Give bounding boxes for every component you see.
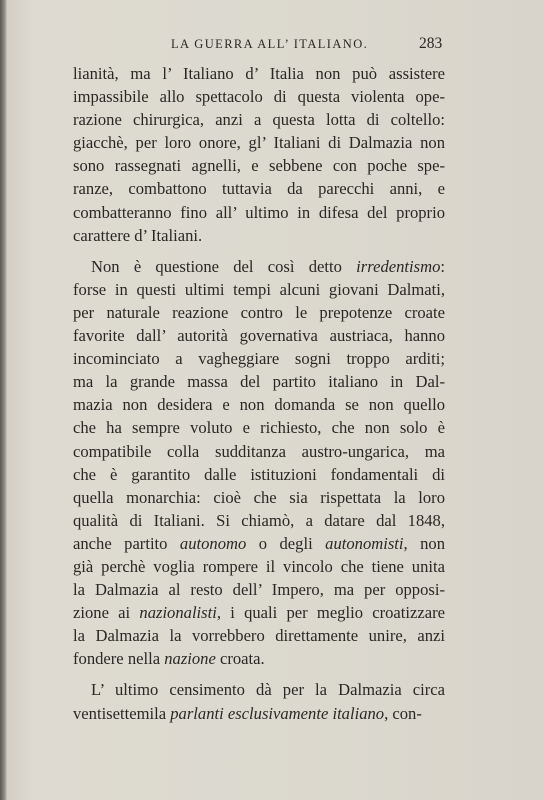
text-run: favorite dall’ autorità governativa austriaca, hanno: [73, 326, 445, 346]
text-line: [73, 278, 445, 301]
text-run: o degli: [246, 533, 326, 553]
text-run: la Dalmazia al resto dell’ Impero, ma per opposi-: [73, 580, 445, 600]
text-line: [73, 255, 445, 278]
text-line: [73, 647, 445, 670]
text-line: [73, 154, 445, 177]
text-line: [73, 702, 445, 725]
text-line: [73, 108, 445, 131]
text-run: Non è questione del così detto: [91, 256, 357, 276]
italic-term: nazione: [164, 649, 216, 669]
text-line: [73, 370, 445, 393]
running-head-title: LA GUERRA ALL’ ITALIANO.: [171, 37, 369, 51]
text-line: [73, 624, 445, 647]
text-line: [73, 85, 445, 108]
text-line: [73, 224, 445, 247]
text-run: ma la grande massa del partito italiano in Dal-: [73, 372, 445, 392]
text-line: [73, 463, 445, 486]
text-run: razione chirurgica, anzi a questa lotta di coltello:: [73, 110, 445, 130]
text-run: , con-: [384, 703, 422, 723]
text-run: incominciato a vagheggiare sogni troppo arditi;: [73, 349, 445, 369]
text-run: , i quali per meglio croatizzare: [216, 603, 445, 623]
page-gutter-shadow: [0, 0, 7, 800]
text-run: per naturale reazione contro le prepotenze croate: [73, 302, 445, 322]
text-run: ranze, combattono tuttavia da parecchi anni, e: [73, 179, 445, 199]
text-run: lianità, ma l’ Italiano d’ Italia non può assistere: [73, 64, 445, 83]
text-run: che è garantito dalle istituzioni fondamentali di: [73, 464, 445, 484]
page-number: 283: [419, 35, 443, 52]
italic-term: nazionalisti: [139, 603, 217, 623]
text-line: [73, 62, 445, 85]
text-run: L’ ultimo censimento dà per la Dalmazia circa: [91, 680, 445, 700]
text-line: [73, 324, 445, 347]
text-run: zione ai: [73, 603, 140, 623]
italic-term: autonomisti: [325, 533, 404, 553]
text-line: [73, 555, 445, 578]
body-text: [73, 62, 445, 725]
text-line: [73, 509, 445, 532]
text-run: forse in questi ultimi tempi alcuni giovani Dalmati,: [73, 279, 445, 299]
text-run: anche partito: [73, 533, 180, 553]
text-run: quella monarchia: cioè che sia rispettata la loro: [73, 487, 445, 507]
text-line: [73, 678, 445, 701]
text-run: ventisettemila: [73, 703, 171, 723]
text-line: [73, 440, 445, 463]
text-line: [73, 131, 445, 154]
text-run: impassibile allo spettacolo di questa violenta ope-: [73, 87, 445, 107]
italic-term: parlanti esclusivamente italiano: [170, 703, 385, 723]
text-line: [73, 578, 445, 601]
text-run: combatteranno fino all’ ultimo in difesa del proprio: [73, 202, 445, 222]
text-run: , non: [403, 533, 445, 553]
paragraph-gap: [73, 247, 445, 255]
text-line: [73, 486, 445, 509]
text-run: qualità di Italiani. Si chiamò, a datare dal 1848,: [73, 510, 445, 530]
text-run: :: [440, 256, 445, 276]
text-line: [73, 301, 445, 324]
text-run: carattere d’ Italiani.: [73, 225, 203, 245]
running-head: [0, 37, 544, 55]
paragraph-gap: [73, 670, 445, 678]
text-line: [73, 393, 445, 416]
text-run: giacchè, per loro onore, gl’ Italiani di Dalmazia non: [73, 133, 445, 153]
text-line: [73, 601, 445, 624]
italic-term: irredentismo: [356, 256, 441, 276]
text-run: che ha sempre voluto e richiesto, che non solo è: [73, 418, 445, 438]
text-run: già perchè voglia rompere il vincolo che tiene unita: [73, 556, 445, 576]
text-line: [73, 347, 445, 370]
text-run: compatibile colla sudditanza austro-ungarica, ma: [73, 441, 445, 461]
text-line: [73, 532, 445, 555]
text-line: [73, 416, 445, 439]
text-run: croata.: [215, 649, 265, 669]
text-line: [73, 201, 445, 224]
text-run: mazia non desidera e non domanda se non quello: [73, 395, 445, 415]
text-run: la Dalmazia la vorrebbero direttamente unire, anzi: [73, 626, 445, 646]
text-run: sono rassegnati agnelli, e sebbene con poche spe-: [73, 156, 445, 176]
italic-term: autonomo: [179, 533, 247, 553]
text-line: [73, 177, 445, 200]
text-run: fondere nella: [73, 649, 165, 669]
